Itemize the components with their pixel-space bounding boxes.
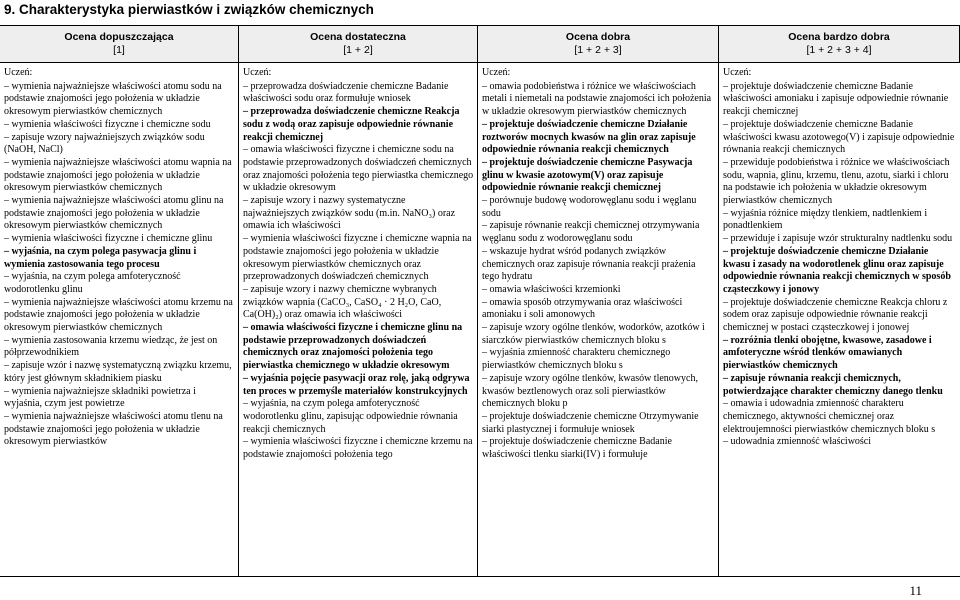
column-grade: [1 + 2 + 3]: [574, 44, 622, 56]
header-cell-dostateczna: [239, 26, 478, 63]
column-bardzo-dobra: [719, 63, 960, 576]
column-intro: Uczeń:: [482, 67, 511, 78]
requirement-item: – zapisuje wzory ogólne tlenków, kwasów tlenowych, kwasów beztlenowych oraz soli pierwiastków chemicznych bloku p: [482, 372, 698, 410]
header-cell-bardzo-dobra: [719, 26, 960, 63]
requirement-item: – omawia właściwości fizyczne i chemiczne glinu na podstawie przeprowadzonych doświadczeń chemicznych oraz znajomości położenia tego pierwiastka chemicznego w układzie okresowym: [243, 322, 463, 372]
requirement-item: – omawia właściwości fizyczne i chemiczne sodu na podstawie przeprowadzonych doświadczeń chemicznych oraz znajomości położenia tego pierwiastka chemicznego w układzie okresowym: [243, 144, 474, 194]
requirement-item: – wymienia najważniejsze właściwości atomu tlenu na podstawie znajomości jego położenia w układzie okresowym pierwiastków: [4, 410, 223, 448]
requirement-item: – wymienia właściwości fizyczne i chemiczne sodu: [4, 118, 211, 130]
column-intro: Uczeń:: [4, 67, 33, 78]
requirement-item: – omawia i udowadnia zmienność charakteru chemicznego, aktywności chemicznej oraz elektroujemności pierwiastków chemicznych bloku s: [723, 398, 936, 435]
header-cell-dobra: [478, 26, 719, 63]
requirement-item: – wyjaśnia, na czym polega amfoteryczność wodorotlenku glinu: [4, 271, 181, 295]
column-heading: Ocena dostateczna: [310, 31, 406, 43]
requirement-item: – wymienia najważniejsze składniki powietrza i wyjaśnia, czym jest powietrze: [4, 385, 196, 410]
requirement-item: – wymienia właściwości fizyczne i chemiczne wapnia na podstawie znajomości jego położenia w układzie okresowym pierwiastków chemicznych oraz przeprowadzonych doświadczeń chemicznych: [243, 233, 472, 283]
column-heading: Ocena dobra: [565, 31, 631, 43]
requirement-item: – wyjaśnia pojęcie pasywacji oraz rolę, jaką odgrywa ten proces w przemyśle materiałów konstrukcyjnych: [243, 372, 470, 397]
column-dostateczna: [239, 63, 478, 576]
requirement-item: – omawia sposób otrzymywania oraz właściwości amoniaku i soli amonowych: [482, 296, 683, 321]
column-grade: [1]: [113, 44, 125, 56]
requirement-item: – zapisuje wzory i nazwy systematyczne najważniejszych związków sodu (m.in. NaNO₃) oraz omawia ich właściwości: [243, 195, 456, 232]
requirement-item: – zapisuje wzory najważniejszych związków sodu (NaOH, NaCl): [4, 131, 205, 156]
requirement-item: – porównuje budowę wodorowęglanu sodu i węglanu sodu: [482, 195, 697, 219]
column-dopuszczajaca: [0, 63, 239, 576]
requirement-item: – projektuje doświadczenie chemiczne Pasywacja glinu w kwasie azotowym(V) oraz zapisuje odpowiednie równanie reakcji chemicznej: [482, 156, 693, 194]
column-intro: Uczeń:: [243, 67, 272, 78]
grading-table: [0, 25, 960, 577]
section-title: 9. Charakterystyka pierwiastków i związków chemicznych: [4, 2, 374, 17]
requirement-item: – projektuje doświadczenie chemiczne Badanie właściwości tlenku siarki(IV) i formułuje: [482, 436, 672, 461]
column-intro: Uczeń:: [723, 67, 752, 78]
requirement-item: – wymienia właściwości fizyczne i chemiczne glinu: [4, 233, 213, 245]
requirement-item: – wymienia najważniejsze właściwości atomu wapnia na podstawie znajomości jego położenia w układzie okresowym pierwiastków chemicznych: [4, 156, 232, 194]
requirement-item: – wymienia najważniejsze właściwości atomu sodu na podstawie znajomości jego położenia w układzie okresowym pierwiastków chemicznych: [4, 80, 222, 118]
requirement-item: – omawia właściwości krzemionki: [482, 283, 621, 295]
column-grade: [1 + 2]: [343, 44, 373, 56]
column-heading: Ocena dopuszczająca: [64, 31, 174, 43]
header-cell-dopuszczajaca: [0, 26, 239, 63]
requirement-item: – wyjaśnia, na czym polega pasywacja glinu i wymienia zastosowania tego procesu: [4, 245, 197, 270]
requirement-item: – zapisuje wzory ogólne tlenków, wodorków, azotków i siarczków pierwiastków chemicznych bloku s: [482, 322, 705, 346]
requirement-item: – projektuje doświadczenie chemiczne Badanie właściwości kwasu azotowego(V) i zapisuje odpowiednie równania reakcji chemicznych: [723, 118, 955, 156]
page-number: 11: [909, 583, 922, 598]
requirement-item: – przewiduje podobieństwa i różnice we właściwościach sodu, wapnia, glinu, krzemu, tlenu, azotu, siarki i chloru na podstawie ich położenia w układzie okresowym pierwiastków chemicznych: [723, 156, 950, 207]
requirement-item: – zapisuje wzór i nazwę systematyczną związku krzemu, który jest głównym składnikiem piasku: [4, 360, 232, 384]
requirement-item: – przewiduje i zapisuje wzór strukturalny nadtlenku sodu: [723, 233, 953, 245]
requirement-item: – projektuje doświadczenie chemiczne Badanie właściwości amoniaku i zapisuje odpowiednie równanie reakcji chemicznej: [723, 80, 949, 118]
requirement-item: – wymienia zastosowania krzemu wiedząc, że jest on półprzewodnikiem: [4, 334, 218, 359]
requirement-item: – zapisuje równanie reakcji chemicznej otrzymywania węglanu sodu z wodorowęglanu sodu: [482, 220, 700, 245]
requirement-item: – wyjaśnia różnice między tlenkiem, nadtlenkiem i ponadtlenkiem: [723, 207, 928, 232]
requirement-item: – przeprowadza doświadczenie chemiczne Badanie właściwości sodu oraz formułuje wniosek: [243, 80, 449, 105]
requirement-item: – przeprowadza doświadczenie chemiczne Reakcja sodu z wodą oraz zapisuje odpowiednie równanie reakcji chemicznej: [243, 106, 460, 143]
requirement-item: – zapisuje równania reakcji chemicznych, potwierdzające charakter chemiczny danego tlenku: [723, 372, 943, 397]
requirement-item: – projektuje doświadczenie chemiczne Działanie kwasu i zasady na wodorotlenek glinu oraz zapisuje odpowiednie równania reakcji chemicznych w sposób cząsteczkowy i jonowy: [723, 245, 951, 295]
requirement-item: – omawia podobieństwa i różnice we właściwościach metali i niemetali na podstawie znajomości ich położenia w układzie okresowym pierwiastków chemicznych: [482, 80, 712, 118]
column-heading: Ocena bardzo dobra: [788, 31, 890, 43]
column-dobra: [478, 63, 719, 576]
requirement-item: – wyjaśnia, na czym polega amfoteryczność wodorotlenku glinu, zapisując odpowiednie równania reakcji chemicznych: [243, 398, 458, 435]
requirement-item: – wymienia najważniejsze właściwości atomu krzemu na podstawie znajomości jego położenia w układzie okresowym pierwiastków chemicznych: [4, 296, 233, 334]
column-grade: [1 + 2 + 3 + 4]: [806, 44, 872, 56]
requirement-item: – wymienia właściwości fizyczne i chemiczne krzemu na podstawie znajomości położenia tego: [243, 436, 473, 461]
requirement-item: – wskazuje hydrat wśród podanych związków chemicznych oraz zapisuje równania reakcji prażenia tego hydratu: [482, 245, 696, 283]
requirement-item: – wymienia najważniejsze właściwości atomu glinu na podstawie znajomości jego położenia w układzie okresowym pierwiastków chemicznych: [4, 195, 224, 232]
requirement-item: – projektuje doświadczenie chemiczne Działanie roztworów mocnych kwasów na glin oraz zapisuje odpowiednie równania reakcji chemicznych: [482, 118, 696, 156]
requirement-item: – udowadnia zmienność właściwości: [723, 436, 872, 448]
requirement-item: – projektuje doświadczenie chemiczne Reakcja chloru z sodem oraz zapisuje odpowiednie równanie reakcji chemicznej w postaci cząsteczkowej i jonowej: [723, 296, 948, 334]
requirement-item: – zapisuje wzory i nazwy chemiczne wybranych związków wapnia (CaCO₃, CaSO₄ · 2 H₂O, CaO, Ca(OH)₂) oraz omawia ich właściwości: [243, 283, 442, 321]
requirement-item: – wyjaśnia zmienność charakteru chemicznego pierwiastków chemicznych bloku s: [482, 347, 671, 372]
requirement-item: – projektuje doświadczenie chemiczne Otrzymywanie siarki plastycznej i formułuje wniosek: [482, 410, 699, 435]
requirement-item: – rozróżnia tlenki obojętne, kwasowe, zasadowe i amfoteryczne wśród tlenków omawianych pierwiastków chemicznych: [723, 334, 932, 372]
